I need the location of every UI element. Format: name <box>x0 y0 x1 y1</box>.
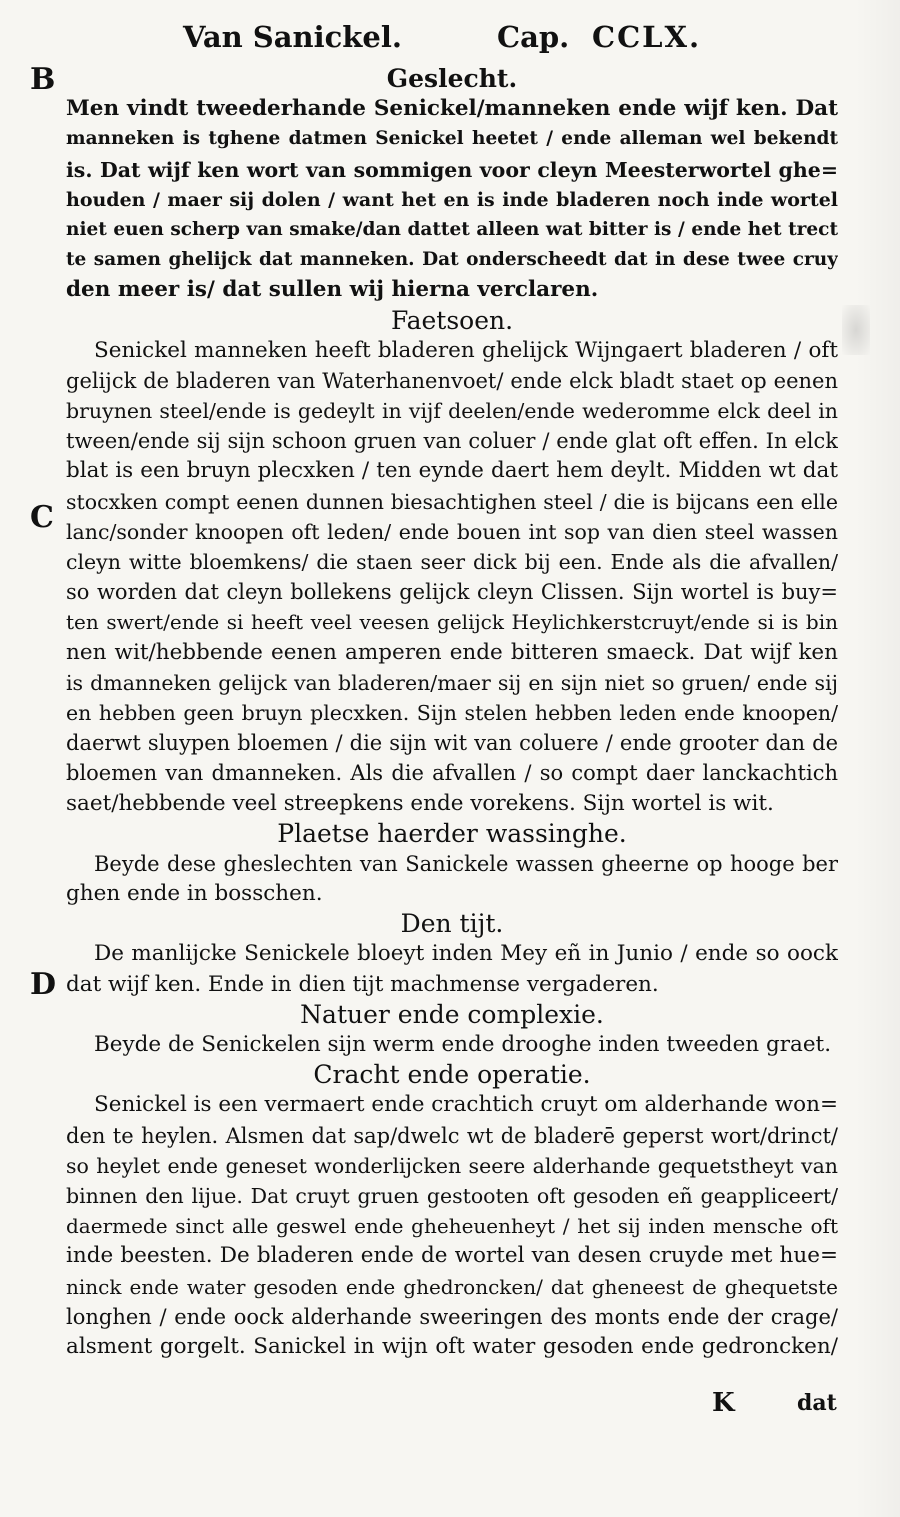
page-edge-shadow <box>855 0 900 1517</box>
text-line: Beyde de Senickelen sijn werm ende drooghe inden tweeden graet. <box>94 1032 832 1057</box>
running-title: Van Sanickel. <box>183 20 402 54</box>
text-line: binnen den lijue. Dat cruyt gruen gestooten oft gesoden eñ geappliceert/ <box>66 1183 838 1208</box>
text-line: alsment gorgelt. Sanickel in wijn oft water gesoden ende gedroncken/ <box>66 1333 838 1359</box>
text-line: houden / maer sij dolen / want het en is inde bladeren noch inde wortel <box>66 188 838 211</box>
text-line: saet/hebbende veel streepkens ende vorekens. Sijn wortel is wit. <box>66 790 774 816</box>
text-line: so worden dat cleyn bollekens gelijck cleyn Clissen. Sijn wortel is buy= <box>66 580 838 605</box>
text-line: so heylet ende geneset wonderlijcken seere alderhande gequetstheyt van <box>66 1153 838 1178</box>
text-line: ghen ende in bosschen. <box>66 881 323 907</box>
text-line: dat wijf ken. Ende in dien tijt machmense vergaderen. <box>66 971 659 997</box>
running-head <box>0 20 900 60</box>
text-line: Beyde dese gheslechten van Sanickele wassen gheerne op hooge ber <box>94 851 838 876</box>
margin-letter-c: C <box>30 500 54 535</box>
text-line: en hebben geen bruyn plecxken. Sijn stelen hebben leden ende knoopen/ <box>66 700 838 725</box>
chapter-number: CCLX. <box>592 20 702 54</box>
text-line: Senickel is een vermaert ende crachtich cruyt om alderhande won= <box>94 1092 838 1118</box>
text-line: De manlijcke Senickele bloeyt inden Mey eñ in Junio / ende so oock <box>94 941 838 967</box>
section-heading-geslecht: Geslecht. <box>386 64 518 93</box>
text-line: lanc/sonder knoopen oft leden/ ende bouen int sop van dien steel wassen <box>66 519 838 544</box>
text-line: ten swert/ende si heeft veel veesen gelijck Heylichkerstcruyt/ende si is bin <box>66 610 838 635</box>
text-line: bloemen van dmanneken. Als die afvallen / so compt daer lanckachtich <box>66 761 838 786</box>
text-line: daermede sinct alle geswel ende gheheuenheyt / het sij inden mensche oft <box>66 1214 838 1239</box>
text-line: tween/ende sij sijn schoon gruen van coluer / ende glat oft effen. In elck <box>66 429 838 454</box>
text-line: ninck ende water gesoden ende ghedroncken/ dat gheneest de ghequetste <box>66 1274 838 1299</box>
main-text <box>66 64 838 1362</box>
section-heading-plaetse: Plaetse haerder wassinghe. <box>277 818 627 848</box>
text-line: bruynen steel/ende is gedeylt in vijf deelen/ende wederomme elck deel in <box>66 399 838 424</box>
text-line: den te heylen. Alsmen dat sap/dwelc wt de bladerē geperst wort/drinct/ <box>66 1123 838 1148</box>
text-line: cleyn witte bloemkens/ die staen seer dick bij een. Ende als die afvallen/ <box>66 550 838 574</box>
section-heading-cracht: Cracht ende operatie. <box>313 1060 591 1090</box>
section-heading-tijt: Den tijt. <box>400 909 504 939</box>
text-line: stocxken compt eenen dunnen biesachtighen steel / die is bijcans een elle <box>66 489 838 514</box>
text-line: is dmanneken gelijck van bladeren/maer sij en sijn niet so gruen/ ende sij <box>66 670 838 695</box>
text-line: inde beesten. De bladeren ende de wortel van desen cruyde met hue= <box>66 1243 838 1269</box>
chapter-label: Cap. <box>497 20 570 54</box>
margin-letter-d: D <box>30 967 57 1002</box>
text-line: nen wit/hebbende eenen amperen ende bitteren smaeck. Dat wijf ken <box>66 639 838 665</box>
text-line: Men vindt tweederhande Senickel/manneken ende wijf ken. Dat <box>66 96 838 122</box>
text-line: Senickel manneken heeft bladeren ghelijck Wijngaert bladeren / oft <box>94 337 838 363</box>
section-heading-natuer: Natuer ende complexie. <box>300 999 604 1029</box>
text-line: blat is een bruyn plecxken / ten eynde daert hem deylt. Midden wt dat <box>66 458 838 484</box>
text-line: longhen / ende oock alderhande sweeringen des monts ende der crage/ <box>66 1304 838 1329</box>
signature-mark: K <box>712 1388 735 1418</box>
text-line: manneken is tghene datmen Senickel heetet / ende alleman wel bekendt <box>66 128 838 150</box>
text-line: daerwt sluypen bloemen / die sijn wit van coluere / ende grooter dan de <box>66 731 838 756</box>
text-line: is. Dat wijf ken wort van sommigen voor cleyn Meesterwortel ghe= <box>66 157 838 182</box>
text-line: gelijck de bladeren van Waterhanenvoet/ ende elck bladt staet op eenen <box>66 368 838 393</box>
catchword: dat <box>797 1390 837 1416</box>
section-heading-faetsoen: Faetsoen. <box>390 305 514 335</box>
text-line: niet euen scherp van smake/dan dattet alleen wat bitter is / ende het trect <box>66 218 838 240</box>
margin-letter-b: B <box>30 62 56 97</box>
text-line: den meer is/ dat sullen wij hierna verclaren. <box>66 277 599 303</box>
text-line: te samen ghelijck dat manneken. Dat onderscheedt dat in dese twee cruy <box>66 249 838 271</box>
